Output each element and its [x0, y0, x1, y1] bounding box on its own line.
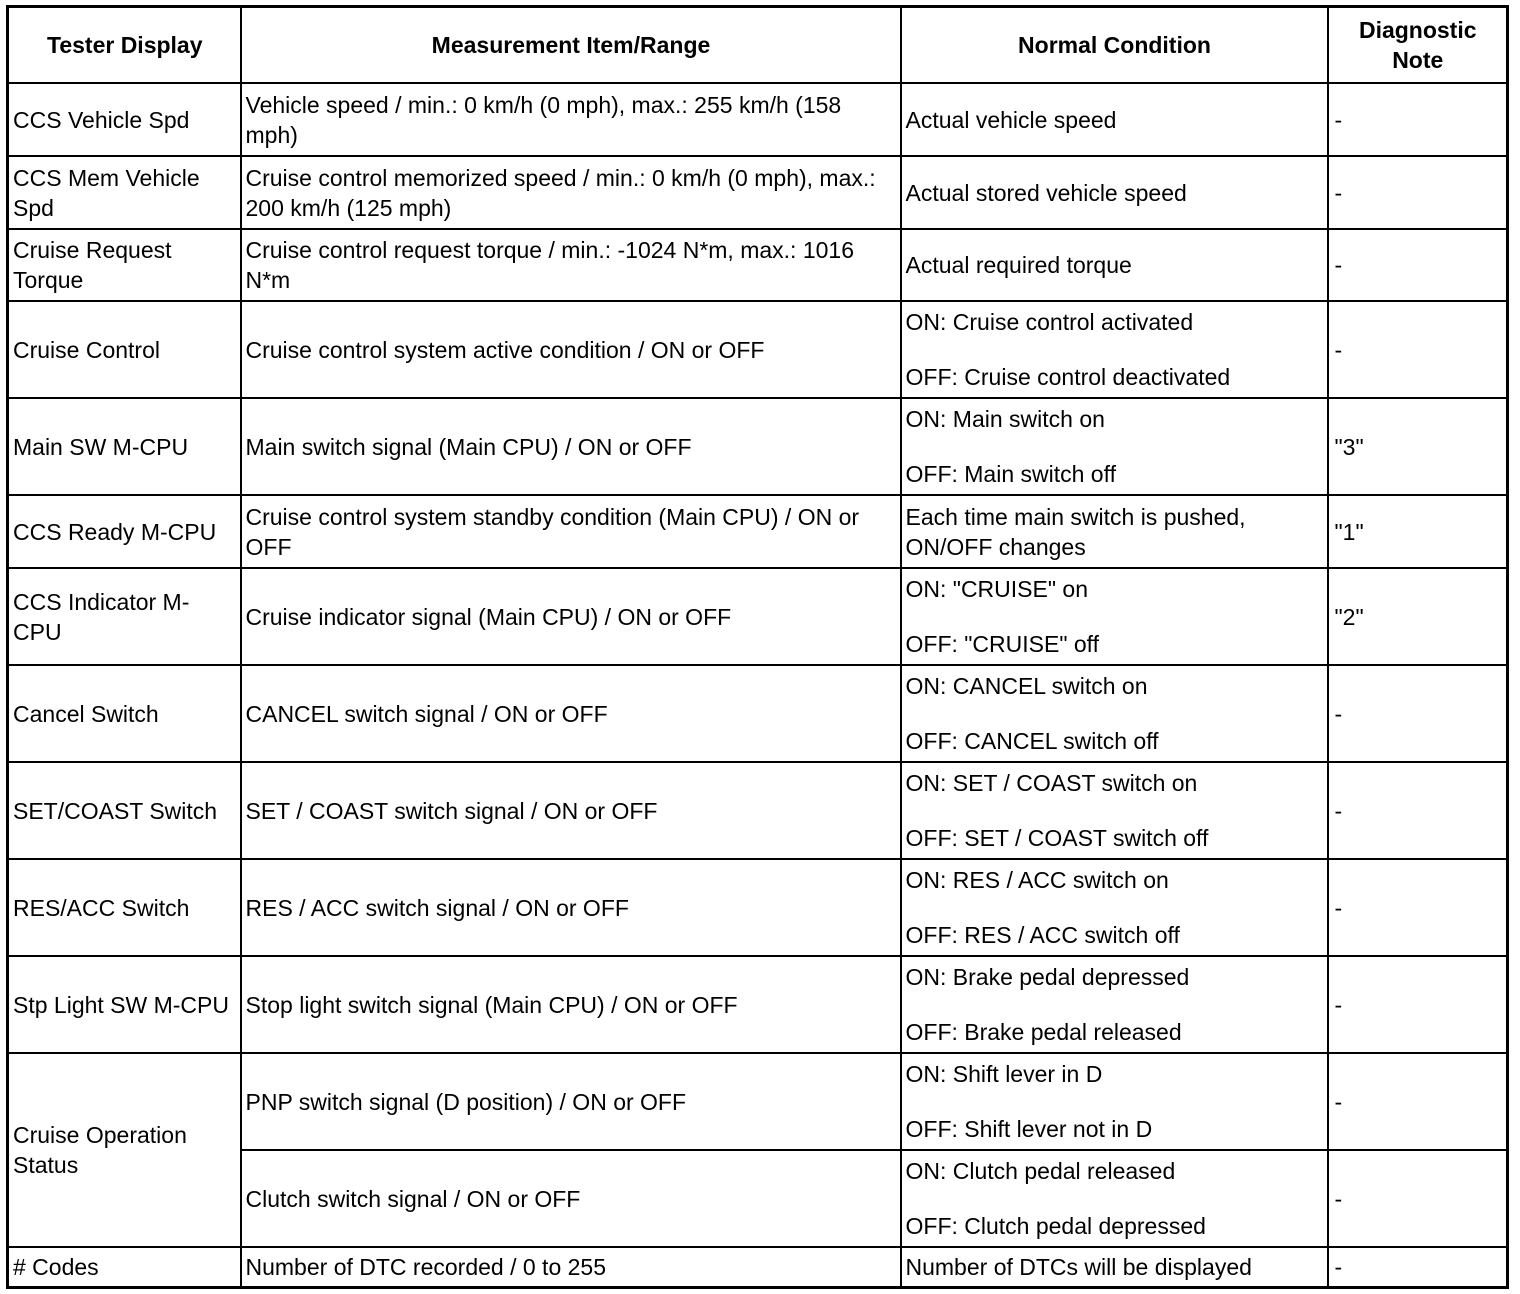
header-row: [8, 7, 1508, 84]
condition-on: ON: Brake pedal depressed: [905, 964, 1190, 990]
condition-gap: [906, 604, 1324, 629]
diagnostic-note-cell: "1": [1328, 495, 1508, 568]
data-list-table-wrapper: [6, 5, 1509, 1289]
table-row: [8, 398, 1508, 495]
table-row: [8, 1053, 1508, 1150]
diagnostic-note-cell: -: [1328, 665, 1508, 762]
tester-display-cell: Main SW M-CPU: [8, 398, 241, 495]
tester-display-cell: CCS Mem Vehicle Spd: [8, 156, 241, 229]
measurement-cell: SET / COAST switch signal / ON or OFF: [241, 762, 901, 859]
table-row: [8, 1247, 1508, 1287]
measurement-cell: CANCEL switch signal / ON or OFF: [241, 665, 901, 762]
tester-display-cell: Cruise Control: [8, 301, 241, 398]
diagnostic-note-cell: "2": [1328, 568, 1508, 665]
condition-off: OFF: Clutch pedal depressed: [905, 1213, 1206, 1239]
header-diagnostic-note: Diagnostic Note: [1328, 7, 1508, 84]
table-row: [8, 859, 1508, 956]
condition-off: OFF: Cruise control deactivated: [905, 364, 1231, 390]
condition-cell: Number of DTCs will be displayed: [901, 1247, 1328, 1287]
tester-display-cell: Cruise Request Torque: [8, 229, 241, 301]
condition-gap: [906, 895, 1324, 920]
condition-off: OFF: CANCEL switch off: [905, 728, 1159, 754]
diagnostic-note-cell: -: [1328, 762, 1508, 859]
condition-gap: [906, 798, 1324, 823]
measurement-cell: Number of DTC recorded / 0 to 255: [241, 1247, 901, 1287]
tester-display-cell: CCS Vehicle Spd: [8, 83, 241, 156]
condition-cell: [901, 762, 1328, 859]
condition-gap: [906, 1089, 1324, 1114]
condition-cell: [901, 568, 1328, 665]
condition-on: ON: Main switch on: [905, 406, 1105, 432]
condition-cell: [901, 1053, 1328, 1150]
measurement-cell: RES / ACC switch signal / ON or OFF: [241, 859, 901, 956]
condition-off: OFF: Shift lever not in D: [905, 1116, 1153, 1142]
table-row: [8, 229, 1508, 301]
tester-display-cell: Stp Light SW M-CPU: [8, 956, 241, 1053]
condition-off: OFF: RES / ACC switch off: [905, 922, 1180, 948]
condition-off: OFF: Main switch off: [905, 461, 1116, 487]
measurement-cell: Cruise indicator signal (Main CPU) / ON or OFF: [241, 568, 901, 665]
diagnostic-note-cell: -: [1328, 301, 1508, 398]
diagnostic-note-cell: -: [1328, 1247, 1508, 1287]
condition-on: ON: CANCEL switch on: [905, 673, 1148, 699]
table-row: [8, 83, 1508, 156]
table-row: [8, 568, 1508, 665]
condition-cell: [901, 665, 1328, 762]
diagnostic-note-cell: -: [1328, 859, 1508, 956]
measurement-cell: Clutch switch signal / ON or OFF: [241, 1150, 901, 1247]
table-row: [8, 156, 1508, 229]
diagnostic-note-cell: -: [1328, 1053, 1508, 1150]
condition-cell: [901, 398, 1328, 495]
measurement-cell: Cruise control memorized speed / min.: 0 km/h (0 mph), max.: 200 km/h (125 mph): [241, 156, 901, 229]
header-tester-display: Tester Display: [8, 7, 241, 84]
condition-on: ON: SET / COAST switch on: [905, 770, 1198, 796]
diagnostic-note-cell: -: [1328, 229, 1508, 301]
condition-cell: [901, 956, 1328, 1053]
condition-off: OFF: SET / COAST switch off: [905, 825, 1209, 851]
condition-on: ON: Shift lever in D: [905, 1061, 1103, 1087]
diagnostic-note-cell: -: [1328, 83, 1508, 156]
diagnostic-note-cell: "3": [1328, 398, 1508, 495]
condition-cell: Actual stored vehicle speed: [901, 156, 1328, 229]
table-row: [8, 956, 1508, 1053]
condition-off: OFF: "CRUISE" off: [905, 631, 1100, 657]
condition-on: ON: "CRUISE" on: [905, 576, 1088, 602]
condition-gap: [906, 337, 1324, 362]
table-row: [8, 665, 1508, 762]
condition-gap: [906, 701, 1324, 726]
condition-cell: [901, 1150, 1328, 1247]
condition-cell: Actual required torque: [901, 229, 1328, 301]
measurement-cell: Cruise control system active condition / ON or OFF: [241, 301, 901, 398]
condition-cell: [901, 301, 1328, 398]
header-normal-condition: Normal Condition: [901, 7, 1328, 84]
tester-display-cell: # Codes: [8, 1247, 241, 1287]
measurement-cell: Cruise control system standby condition (Main CPU) / ON or OFF: [241, 495, 901, 568]
measurement-cell: Stop light switch signal (Main CPU) / ON or OFF: [241, 956, 901, 1053]
table-row: [8, 301, 1508, 398]
condition-gap: [906, 1186, 1324, 1211]
measurement-cell: Main switch signal (Main CPU) / ON or OFF: [241, 398, 901, 495]
tester-display-cell: RES/ACC Switch: [8, 859, 241, 956]
measurement-cell: Vehicle speed / min.: 0 km/h (0 mph), max.: 255 km/h (158 mph): [241, 83, 901, 156]
tester-display-cell: CCS Indicator M-CPU: [8, 568, 241, 665]
condition-gap: [906, 434, 1324, 459]
tester-display-cell: CCS Ready M-CPU: [8, 495, 241, 568]
tester-display-cell: Cancel Switch: [8, 665, 241, 762]
tester-display-cell: SET/COAST Switch: [8, 762, 241, 859]
table-row: [8, 495, 1508, 568]
condition-on: ON: Clutch pedal released: [905, 1158, 1176, 1184]
condition-cell: Actual vehicle speed: [901, 83, 1328, 156]
diagnostic-note-cell: -: [1328, 156, 1508, 229]
data-list-table: [6, 5, 1509, 1289]
condition-on: ON: Cruise control activated: [905, 309, 1194, 335]
header-measurement: Measurement Item/Range: [241, 7, 901, 84]
measurement-cell: Cruise control request torque / min.: -1024 N*m, max.: 1016 N*m: [241, 229, 901, 301]
condition-off: OFF: Brake pedal released: [905, 1019, 1182, 1045]
condition-gap: [906, 992, 1324, 1017]
condition-on: ON: RES / ACC switch on: [905, 867, 1169, 893]
table-row: [8, 762, 1508, 859]
tester-display-cell: Cruise Operation Status: [8, 1053, 241, 1247]
condition-cell: [901, 859, 1328, 956]
condition-cell: Each time main switch is pushed, ON/OFF changes: [901, 495, 1328, 568]
measurement-cell: PNP switch signal (D position) / ON or OFF: [241, 1053, 901, 1150]
diagnostic-note-cell: -: [1328, 956, 1508, 1053]
diagnostic-note-cell: -: [1328, 1150, 1508, 1247]
